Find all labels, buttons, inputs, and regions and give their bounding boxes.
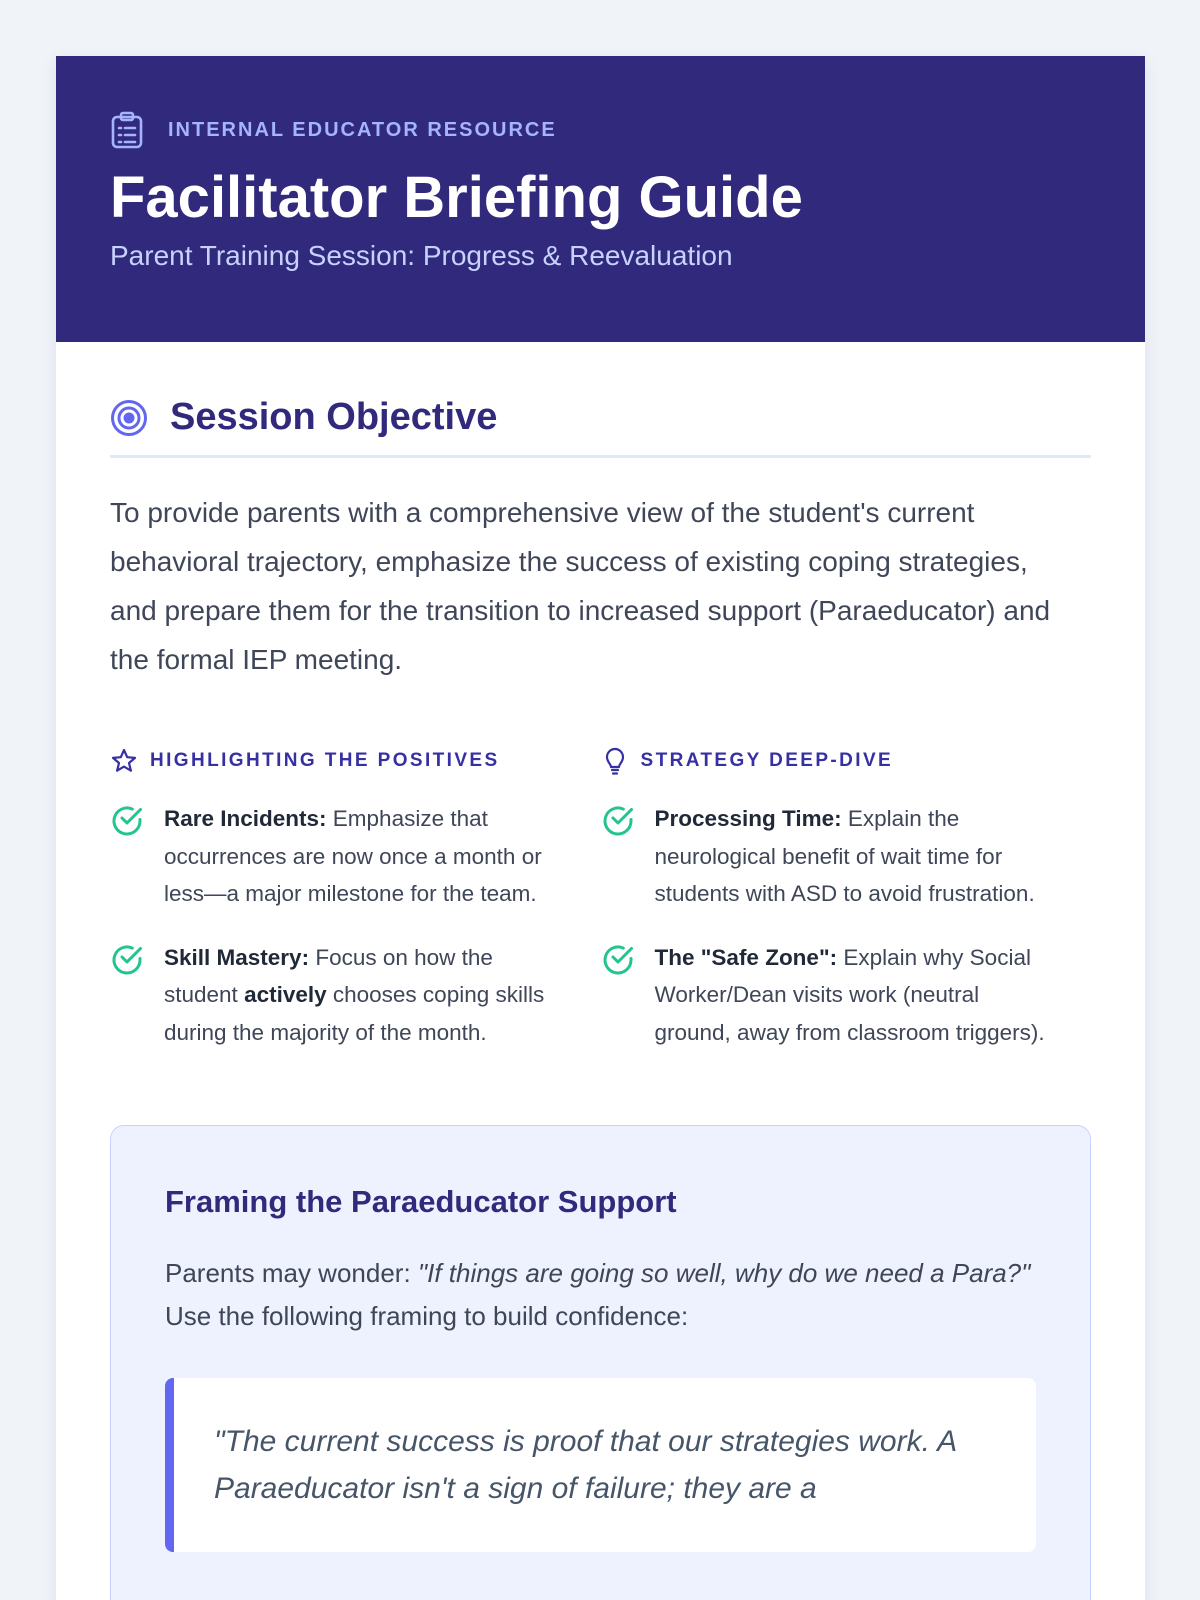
item-label: The "Safe Zone": bbox=[654, 944, 838, 970]
list-item bbox=[601, 939, 1092, 1052]
item-description-after: chooses coping skills during the majority of the month. bbox=[164, 982, 545, 1045]
column-header bbox=[601, 746, 1092, 776]
eyebrow bbox=[110, 110, 1091, 150]
callout-text-before: Parents may wonder: bbox=[165, 1258, 418, 1288]
section-title: Session Objective bbox=[170, 396, 498, 438]
column-header bbox=[110, 746, 601, 776]
star-icon bbox=[110, 747, 138, 775]
callout-text-after: Use the following framing to build confidence: bbox=[165, 1301, 689, 1331]
list-item bbox=[110, 800, 601, 913]
item-label: Skill Mastery: bbox=[164, 944, 310, 970]
item-description-before: Focus on how the student bbox=[164, 944, 493, 1007]
content-body bbox=[56, 342, 1145, 1600]
check-circle-icon bbox=[110, 943, 144, 977]
page-subtitle: Parent Training Session: Progress & Reevaluation bbox=[110, 240, 733, 271]
clipboard-list-icon bbox=[110, 110, 146, 150]
item-description: Explain the neurological benefit of wait time for students with ASD to avoid frustration. bbox=[654, 806, 1035, 906]
section-header-objective bbox=[110, 396, 1091, 458]
column-title: HIGHLIGHTING THE POSITIVES bbox=[150, 750, 500, 771]
briefing-card bbox=[56, 56, 1145, 1600]
page-title: Facilitator Briefing Guide bbox=[110, 165, 803, 230]
target-icon bbox=[110, 399, 148, 437]
column-positives bbox=[110, 746, 601, 1077]
column-strategy bbox=[601, 746, 1092, 1077]
column-title: STRATEGY DEEP-DIVE bbox=[640, 750, 894, 771]
blockquote: "The current success is proof that our strategies work. A Paraeducator isn't a sign of failure; they are a bbox=[165, 1378, 1036, 1552]
callout-box bbox=[110, 1125, 1091, 1600]
two-column-list bbox=[110, 746, 1091, 1077]
lightbulb-icon bbox=[601, 747, 629, 775]
callout-question: "If things are going so well, why do we need a Para?" bbox=[417, 1258, 1031, 1288]
item-text bbox=[655, 800, 1055, 913]
item-emphasis: actively bbox=[244, 982, 327, 1007]
eyebrow-label: INTERNAL EDUCATOR RESOURCE bbox=[168, 118, 557, 141]
list-item bbox=[110, 939, 601, 1052]
callout-title: Framing the Paraeducator Support bbox=[165, 1184, 677, 1219]
item-text bbox=[655, 939, 1055, 1052]
item-text bbox=[164, 800, 564, 913]
check-circle-icon bbox=[601, 943, 635, 977]
item-label: Processing Time: bbox=[654, 806, 842, 831]
item-text bbox=[164, 939, 564, 1052]
objective-text: To provide parents with a comprehensive view of the student's current behavioral trajectory, emphasize the success of existing coping strategies, and prepare them for the transition to increased support (Paraeducator) and the formal IEP meeting. bbox=[110, 497, 1051, 675]
check-circle-icon bbox=[110, 804, 144, 838]
item-label: Rare Incidents: bbox=[164, 806, 327, 831]
list-item bbox=[601, 800, 1092, 913]
check-circle-icon bbox=[601, 804, 635, 838]
item-description: Emphasize that occurrences are now once a month or less—a major milestone for the team. bbox=[164, 806, 542, 906]
item-description: Explain why Social Worker/Dean visits work (neutral ground, away from classroom triggers). bbox=[654, 944, 1045, 1045]
header-banner bbox=[56, 56, 1145, 342]
callout-text bbox=[165, 1252, 1036, 1338]
